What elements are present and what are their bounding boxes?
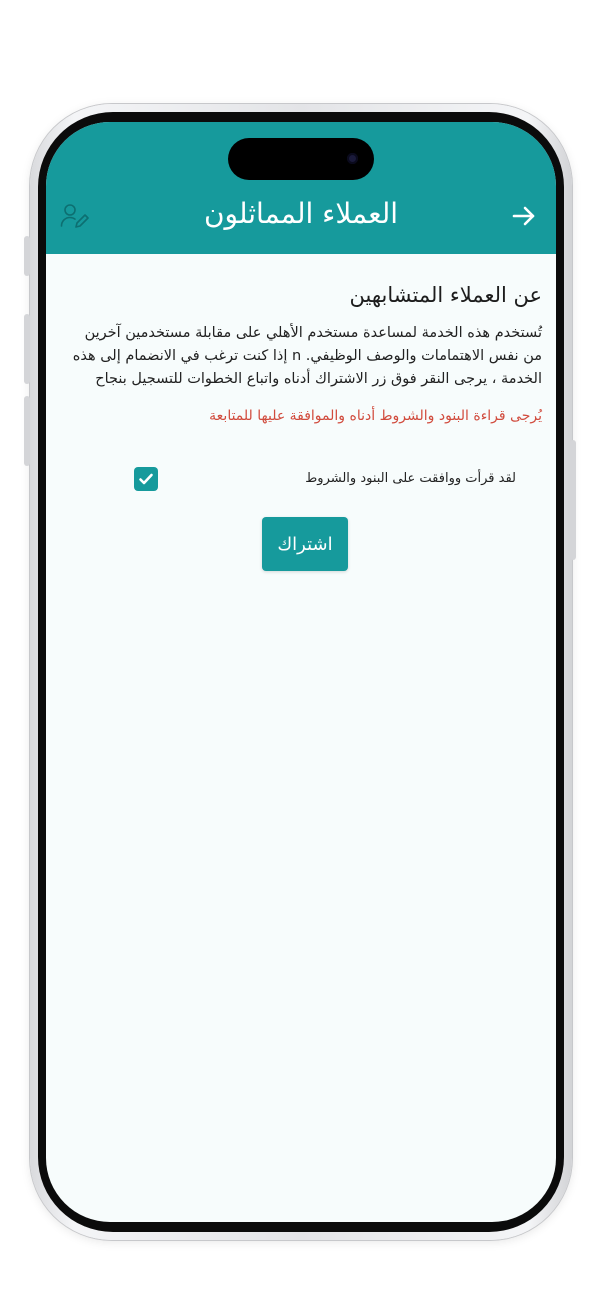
subscribe-wrap xyxy=(68,517,542,571)
page-title: العملاء المماثلون xyxy=(203,197,399,230)
dynamic-island xyxy=(228,138,374,180)
service-description: تُستخدم هذه الخدمة لمساعدة مستخدم الأهلي على مقابلة مستخدمين آخرين من نفس الاهتمامات والوصف الوظيفي. n إذا كنت ترغب في الانضمام إلى هذه الخدمة ، يرجى النقر فوق زر الاشتراك أدناه واتباع الخطوات للتسجيل بنجاح xyxy=(72,325,542,387)
terms-notice: يُرجى قراءة البنود والشروط أدناه والموافقة عليها للمتابعة xyxy=(209,408,542,424)
camera-icon xyxy=(347,153,358,164)
power-button xyxy=(570,440,576,560)
section-title: عن العملاء المتشابهين xyxy=(349,283,542,307)
main-content xyxy=(46,254,556,571)
terms-agreement-row xyxy=(68,467,542,495)
volume-up-button xyxy=(24,314,30,384)
arrow-right-icon[interactable] xyxy=(508,200,540,232)
subscribe-button[interactable]: اشتراك xyxy=(262,517,348,571)
terms-agreement-label: لقد قرأت ووافقت على البنود والشروط xyxy=(305,471,516,486)
app-screen xyxy=(46,122,556,1222)
app-header xyxy=(46,122,556,254)
volume-down-button xyxy=(24,396,30,466)
terms-checkbox[interactable] xyxy=(134,467,158,491)
check-icon xyxy=(137,470,155,488)
action-button xyxy=(24,236,30,276)
